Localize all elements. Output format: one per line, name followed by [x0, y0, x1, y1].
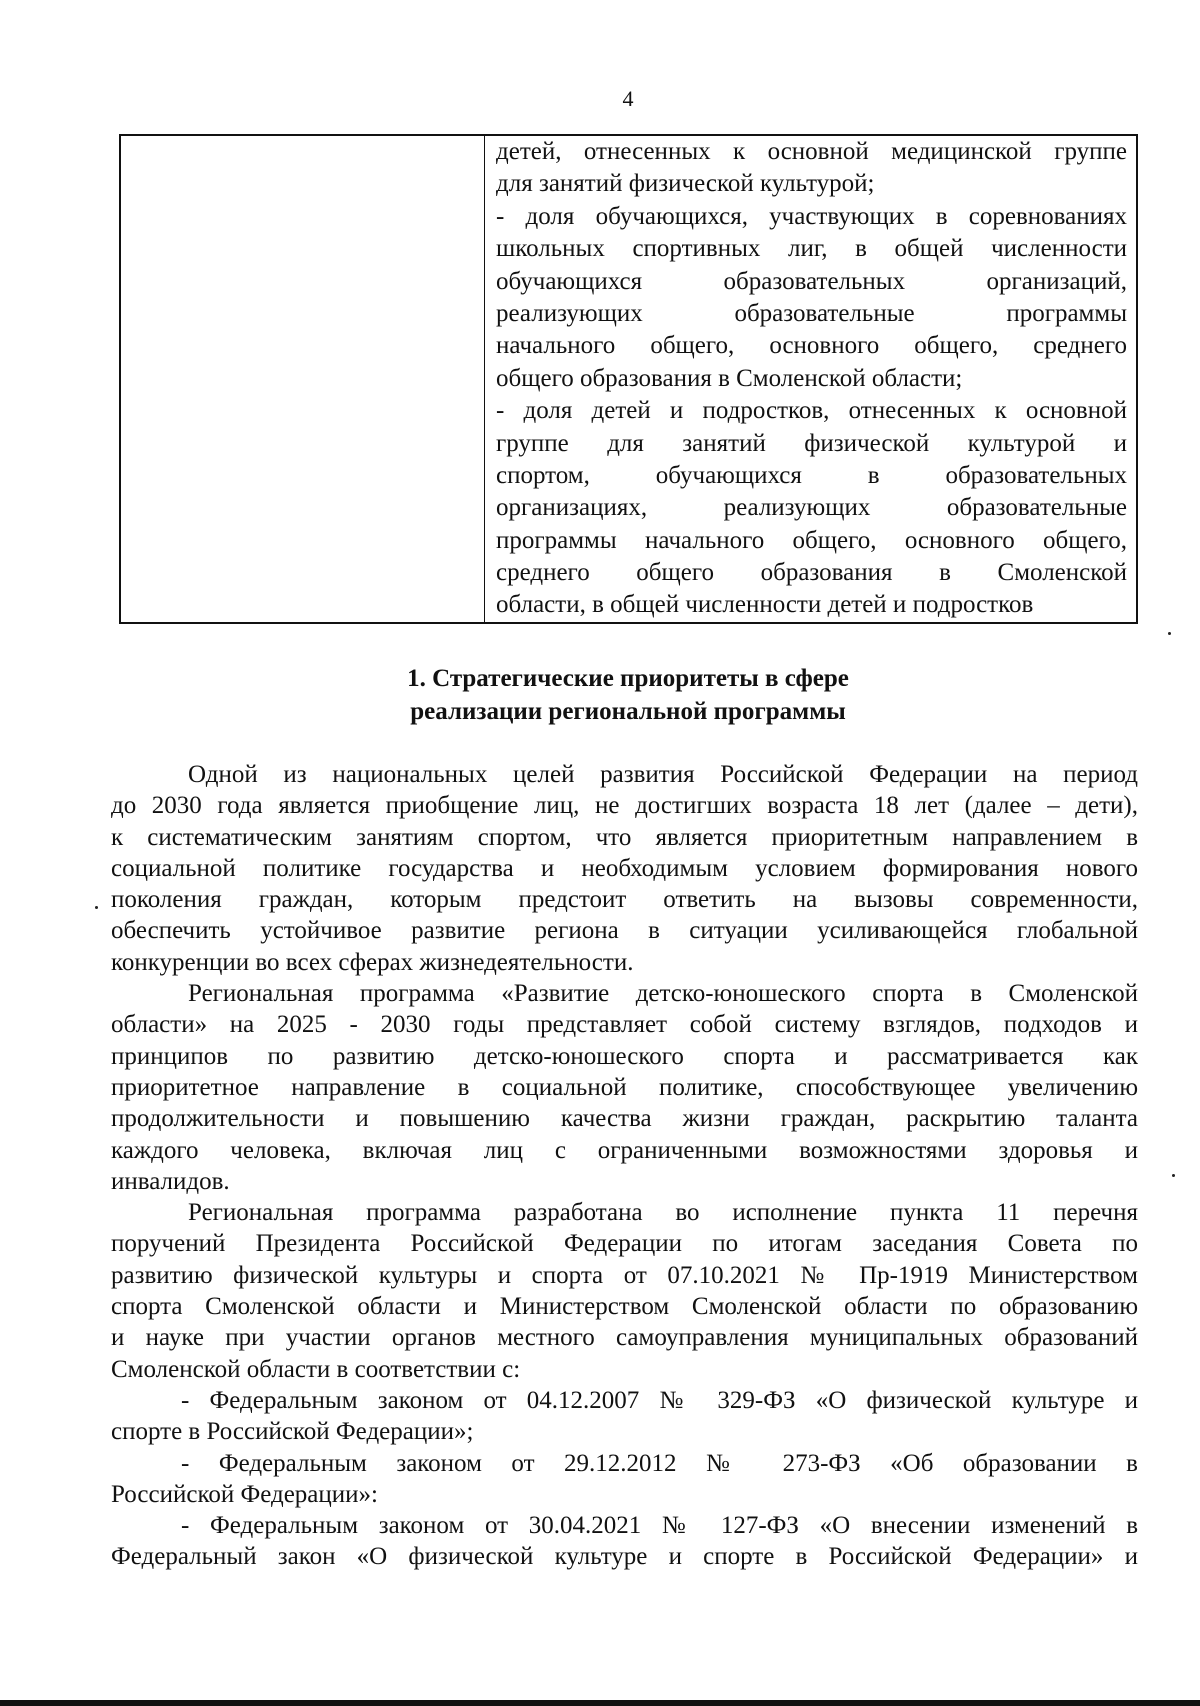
section-title [0, 662, 1200, 728]
paragraph-line: принципов по развитию детско-юношеского спорта и рассматривается как [111, 1042, 1138, 1070]
table-cell-line: для занятий физической культурой; [496, 170, 875, 198]
paragraph-line: - Федеральным законом от 04.12.2007 № 329-ФЗ «О физической культуре и [181, 1386, 1138, 1414]
table-cell-line: обучающихся образовательных организаций, [496, 267, 1127, 295]
table-cell-line: детей, отнесенных к основной медицинской группе [496, 138, 1127, 165]
paragraph-line: поручений Президента Российской Федерации по итогам заседания Совета по [111, 1230, 1138, 1258]
scan-speck [1168, 632, 1171, 635]
table-cell-line: общего образования в Смоленской области; [496, 364, 963, 392]
paragraph-line: поколения граждан, которым предстоит ответить на вызовы современности, [111, 886, 1138, 914]
paragraph-line: каждого человека, включая лиц с ограниченными возможностями здоровья и [111, 1136, 1138, 1164]
paragraph-line: обеспечить устойчивое развитие региона в ситуации усиливающейся глобальной [111, 917, 1138, 945]
paragraph-line: Федеральный закон «О физической культуре и спорте в Российской Федерации» и [111, 1543, 1138, 1571]
paragraph-line: развитию физической культуры и спорта от 07.10.2021 № Пр-1919 Министерством [111, 1261, 1138, 1289]
paragraph-line: до 2030 года является приобщение лиц, не достигших возраста 18 лет (далее – дети), [111, 792, 1138, 820]
page-number: 4 [622, 86, 634, 111]
table-cell-line: группе для занятий физической культурой и [496, 429, 1127, 457]
table-cell-line: организациях, реализующих образовательные [496, 494, 1127, 522]
table-left-cell [121, 136, 485, 622]
paragraph-line: Одной из национальных целей развития Российской Федерации на период [188, 761, 1138, 788]
continuation-table [119, 134, 1138, 624]
table-cell-line: начального общего, основного общего, среднего [496, 332, 1127, 360]
paragraph-line: конкуренции во всех сферах жизнедеятельности. [111, 948, 634, 976]
table-cell-line: среднего общего образования в Смоленской [496, 559, 1127, 587]
section-title-line: 1. Стратегические приоритеты в сфере [407, 665, 849, 692]
table-cell-line: школьных спортивных лиг, в общей численности [496, 235, 1127, 263]
paragraph-line: Региональная программа «Развитие детско-юношеского спорта в Смоленской [188, 980, 1138, 1008]
paragraph-line: социальной политике государства и необходимым условием формирования нового [111, 854, 1138, 882]
scan-speck [95, 906, 98, 909]
paragraph-line: продолжительности и повышению качества жизни граждан, раскрытию таланта [111, 1105, 1138, 1133]
table-cell-line: спортом, обучающихся в образовательных [496, 461, 1127, 489]
paragraph-line: области» на 2025 - 2030 годы представляет собой систему взглядов, подходов и [111, 1011, 1138, 1039]
paragraph-line: Смоленской области в соответствии с: [111, 1355, 521, 1383]
paragraph-line: спорте в Российской Федерации»; [111, 1418, 474, 1446]
paragraph-line: - Федеральным законом от 30.04.2021 № 127-ФЗ «О внесении изменений в [181, 1512, 1138, 1540]
paragraph-line: спорта Смоленской области и Министерством Смоленской области по образованию [111, 1293, 1138, 1321]
table-cell-line: реализующих образовательные программы [496, 299, 1127, 327]
paragraph-line: Российской Федерации»: [111, 1480, 378, 1508]
table-right-cell [485, 136, 1136, 622]
section-title-line: реализации региональной программы [410, 698, 846, 725]
body-text [111, 759, 1138, 1573]
paragraph-line: инвалидов. [111, 1167, 230, 1195]
table-cell-line: - доля детей и подростков, отнесенных к основной [496, 397, 1127, 425]
paragraph-line: к систематическим занятиям спортом, что является приоритетным направлением в [111, 823, 1138, 851]
table-cell-line: области, в общей численности детей и подростков [496, 591, 1034, 619]
paragraph-line: Региональная программа разработана во исполнение пункта 11 перечня [188, 1199, 1138, 1227]
scan-speck [1172, 1174, 1175, 1177]
paragraph-line: - Федеральным законом от 29.12.2012 № 273-ФЗ «Об образовании в [181, 1449, 1138, 1477]
table-cell-line: - доля обучающихся, участвующих в соревнованиях [496, 202, 1127, 230]
paragraph-line: приоритетное направление в социальной политике, способствующее увеличению [111, 1073, 1138, 1101]
paragraph-line: и науке при участии органов местного самоуправления муниципальных образований [111, 1324, 1138, 1352]
scan-bottom-edge [0, 1700, 1200, 1706]
table-cell-line: программы начального общего, основного общего, [496, 526, 1127, 554]
